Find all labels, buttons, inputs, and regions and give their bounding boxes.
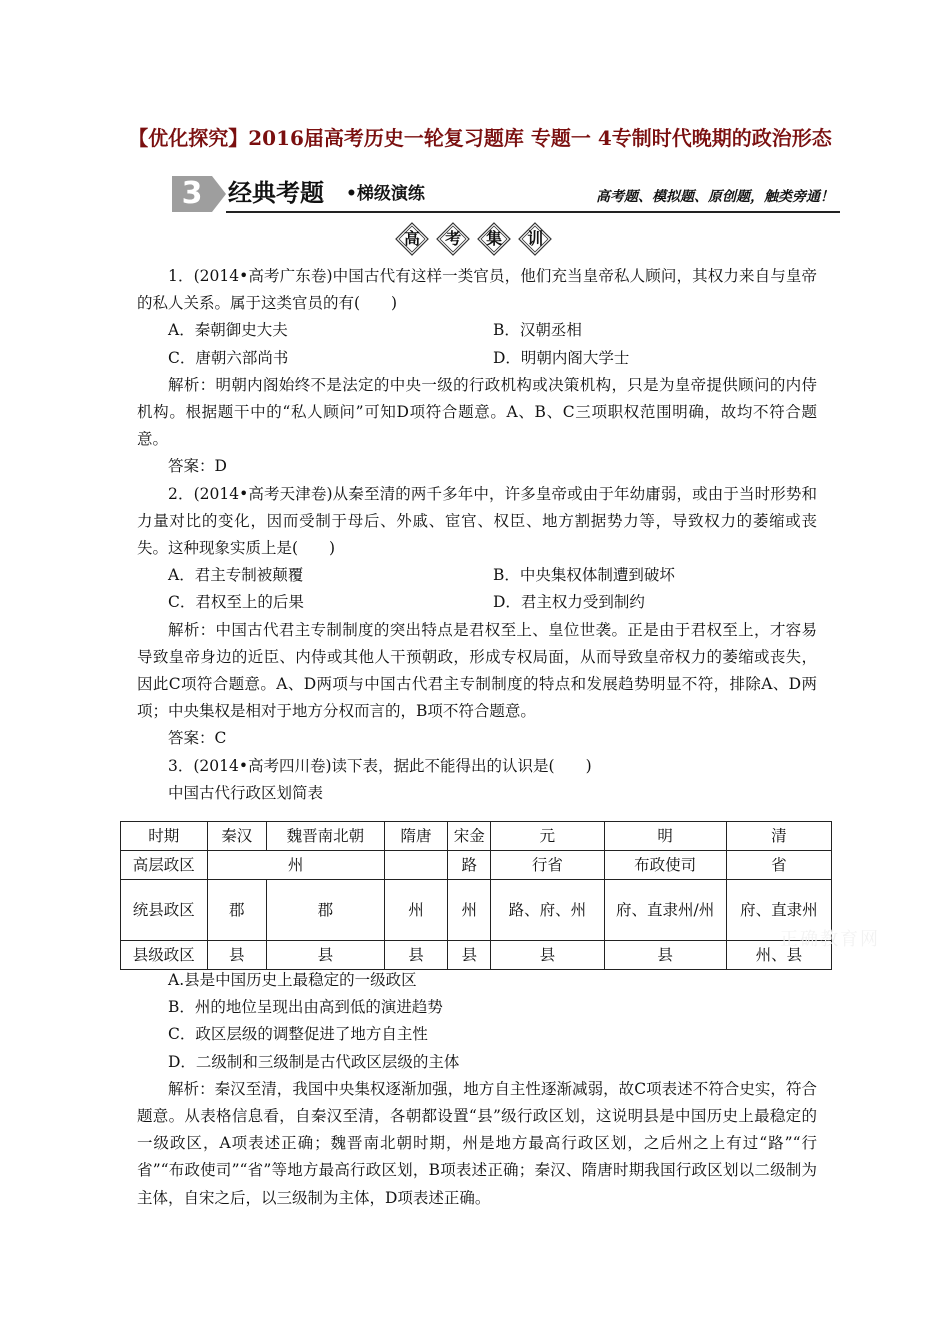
table-cell: 县	[384, 941, 448, 970]
table-cell: 州	[384, 880, 448, 941]
table-cell: 府、直隶州/州	[604, 880, 726, 941]
admin-division-table	[120, 821, 832, 970]
badge: 考	[436, 222, 470, 256]
q2-option-d: D．君主权力受到制约	[493, 593, 645, 612]
table-header-cell: 清	[726, 822, 831, 851]
questions-part-1	[137, 263, 817, 807]
badge: 训	[518, 222, 552, 256]
document-title: 【优化探究】2016届高考历史一轮复习题库 专题一 4专制时代晚期的政治形态	[128, 126, 832, 150]
table-cell	[384, 851, 448, 880]
q3-option-b: B．州的地位呈现出由高到低的演进趋势	[168, 998, 443, 1017]
q3-option-a: A.县是中国历史上最稳定的一级政区	[168, 971, 417, 989]
q1-analysis: 解析：明朝内阁始终不是法定的中央一级的行政机构或决策机构，只是为皇帝提供顾问的内侍机构。根据题干中的“私人顾问”可知D项符合题意。A、B、C三项职权范围明确，故均不符合题意。	[137, 375, 817, 449]
table-row	[121, 851, 832, 880]
q1-option-c: C．唐朝六部尚书	[168, 348, 289, 367]
section-banner	[168, 173, 840, 213]
table-cell: 路	[448, 851, 491, 880]
table-row	[121, 880, 832, 941]
q2-answer: 答案：C	[168, 729, 227, 748]
table-cell: 县级政区	[121, 941, 208, 970]
watermark: 正确教育网	[780, 929, 880, 950]
badge: 高	[395, 222, 429, 256]
q2-option-a: A．君主专制被颠覆	[168, 566, 304, 585]
banner-number: 3	[172, 176, 212, 212]
table-header-cell: 秦汉	[207, 822, 266, 851]
q3-option-c: C．政区层级的调整促进了地方自主性	[168, 1025, 428, 1044]
q2-option-c: C．君权至上的后果	[168, 593, 304, 612]
q3-stem: 3．(2014•高考四川卷)读下表，据此不能得出的认识是( )	[168, 756, 592, 775]
section-badges	[395, 222, 554, 256]
table-header-row	[121, 822, 832, 851]
table-header-cell: 时期	[121, 822, 208, 851]
table-header-cell: 宋金	[448, 822, 491, 851]
table-header-cell: 明	[604, 822, 726, 851]
q3-table-caption: 中国古代行政区划简表	[168, 783, 324, 802]
q3-analysis: 解析：秦汉至清，我国中央集权逐渐加强，地方自主性逐渐减弱，故C项表述不符合史实，符合题意。从表格信息看，自秦汉至清，各朝都设置“县”级行政区划，这说明县是中国历史上最稳定的一级政区，A项表述正确；魏晋南北朝时期，州是地方最高行政区划，之后州之上有过“路”“行省”“布政使司”“省”等地方最高行政区划，B项表述正确；秦汉、隋唐时期我国行政区划以二级制为主体，自宋之后，以三级制为主体，D项表述正确。	[137, 1079, 817, 1207]
q1-answer: 答案：D	[168, 457, 227, 476]
table-cell: 县	[448, 941, 491, 970]
table-cell: 行省	[491, 851, 605, 880]
table-cell: 县	[207, 941, 266, 970]
table-cell: 布政使司	[604, 851, 726, 880]
table-cell: 郡	[207, 880, 266, 941]
q3-option-d: D．二级制和三级制是古代政区层级的主体	[168, 1052, 460, 1071]
table-cell: 高层政区	[121, 851, 208, 880]
banner-slogan: 高考题、模拟题、原创题，触类旁通！	[596, 189, 834, 205]
q1-option-d: D．明朝内阁大学士	[493, 348, 630, 367]
q1-option-b: B．汉朝丞相	[493, 321, 582, 340]
q2-stem: 2．(2014•高考天津卷)从秦至清的两千多年中，许多皇帝或由于年幼庸弱，或由于当时形势和力量对比的变化，因而受制于母后、外戚、宦官、权臣、地方割据势力等，导致权力的萎缩或丧失。这种现象实质上是( )	[137, 484, 817, 558]
table-cell: 县	[266, 941, 384, 970]
table-cell: 州、县	[726, 941, 831, 970]
banner-rule	[226, 211, 840, 213]
questions-part-2	[137, 967, 817, 1212]
table-header-cell: 隋唐	[384, 822, 448, 851]
table-cell: 州	[448, 880, 491, 941]
table-cell: 州	[207, 851, 384, 880]
q1-option-a: A．秦朝御史大夫	[168, 321, 288, 340]
q2-analysis: 解析：中国古代君主专制制度的突出特点是君权至上、皇位世袭。正是由于君权至上，才容易导致皇帝身边的近臣、内侍或其他人干预朝政，形成专权局面，从而导致皇帝权力的萎缩或丧失，因此C项符合题意。A、D两项与中国古代君主专制制度的特点和发展趋势明显不符，排除A、D两项；中央集权是相对于地方分权而言的，B项不符合题意。	[137, 620, 817, 721]
table-row	[121, 941, 832, 970]
q2-options	[137, 562, 817, 616]
q2-option-b: B．中央集权体制遭到破坏	[493, 566, 675, 585]
table-header-cell: 魏晋南北朝	[266, 822, 384, 851]
table-cell: 统县政区	[121, 880, 208, 941]
table-cell: 郡	[266, 880, 384, 941]
badge: 集	[477, 222, 511, 256]
q1-stem: 1．(2014•高考广东卷)中国古代有这样一类官员，他们充当皇帝私人顾问，其权力来自与皇帝的私人关系。属于这类官员的有( )	[137, 267, 817, 313]
table-header-cell: 元	[491, 822, 605, 851]
table-cell: 府、直隶州	[726, 880, 831, 941]
table-cell: 县	[491, 941, 605, 970]
table-cell: 县	[604, 941, 726, 970]
table-cell: 省	[726, 851, 831, 880]
banner-main-title: 经典考题	[228, 179, 324, 207]
banner-subtitle: •梯级演练	[346, 184, 425, 204]
table-cell: 路、府、州	[491, 880, 605, 941]
q1-options	[137, 317, 817, 371]
